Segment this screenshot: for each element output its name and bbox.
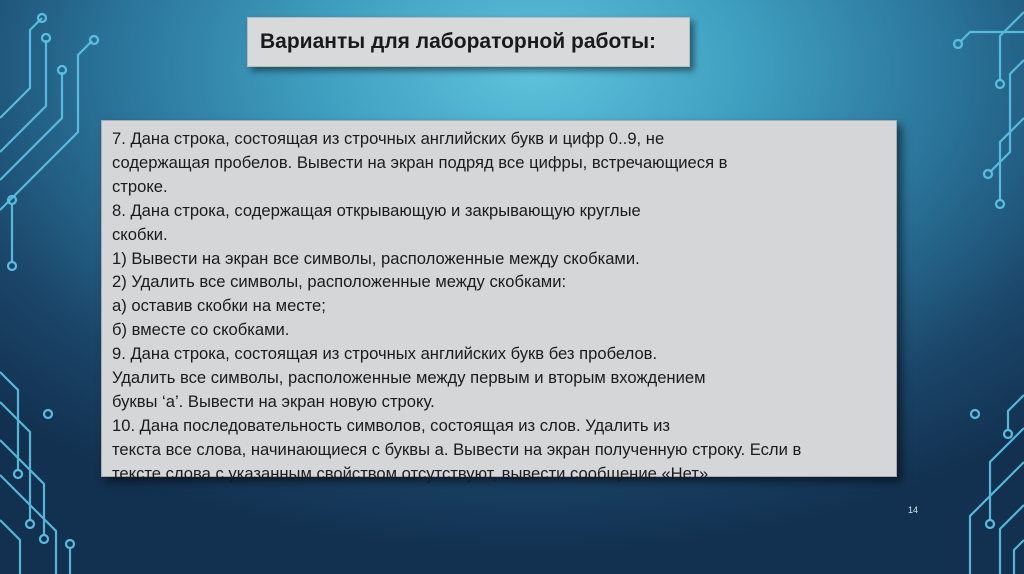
slide-title: Варианты для лабораторной работы:: [260, 30, 656, 53]
text-line: 7. Дана строка, состоящая из строчных английских букв и цифр 0..9, не: [112, 129, 665, 148]
page-number: 14: [908, 505, 919, 515]
text-line: б) вместе со скобками.: [112, 320, 290, 340]
text-line: 8. Дана строка, содержащая открывающую и закрывающую круглые: [112, 200, 641, 220]
text-line: 10. Дана последовательность символов, состоящая из слов. Удалить из: [112, 415, 671, 435]
text-line: тексте слова с указанным свойством отсутствуют, вывести сообщение «Нет».: [112, 463, 713, 483]
text-line: Удалить все символы, расположенные между первым и вторым вхождением: [112, 368, 706, 388]
content-box: [101, 120, 897, 483]
text-line: 9. Дана строка, состоящая из строчных английских букв без пробелов.: [112, 344, 658, 364]
text-line: содержащая пробелов. Вывести на экран подряд все цифры, встречающиеся в: [112, 152, 728, 172]
text-line: а) оставив скобки на месте;: [112, 296, 326, 316]
title-box: [247, 17, 690, 67]
text-line: 1) Вывести на экран все символы, расположенные между скобками.: [112, 248, 640, 268]
text-line: скобки.: [112, 224, 168, 244]
text-line: текста все слова, начинающиеся с буквы а. Вывести на экран полученную строку. Если в: [112, 439, 802, 459]
text-line: 2) Удалить все символы, расположенные между скобками:: [112, 272, 567, 292]
text-line: строке.: [112, 176, 168, 196]
text-line: буквы ‘а’. Вывести на экран новую строку.: [112, 391, 435, 411]
